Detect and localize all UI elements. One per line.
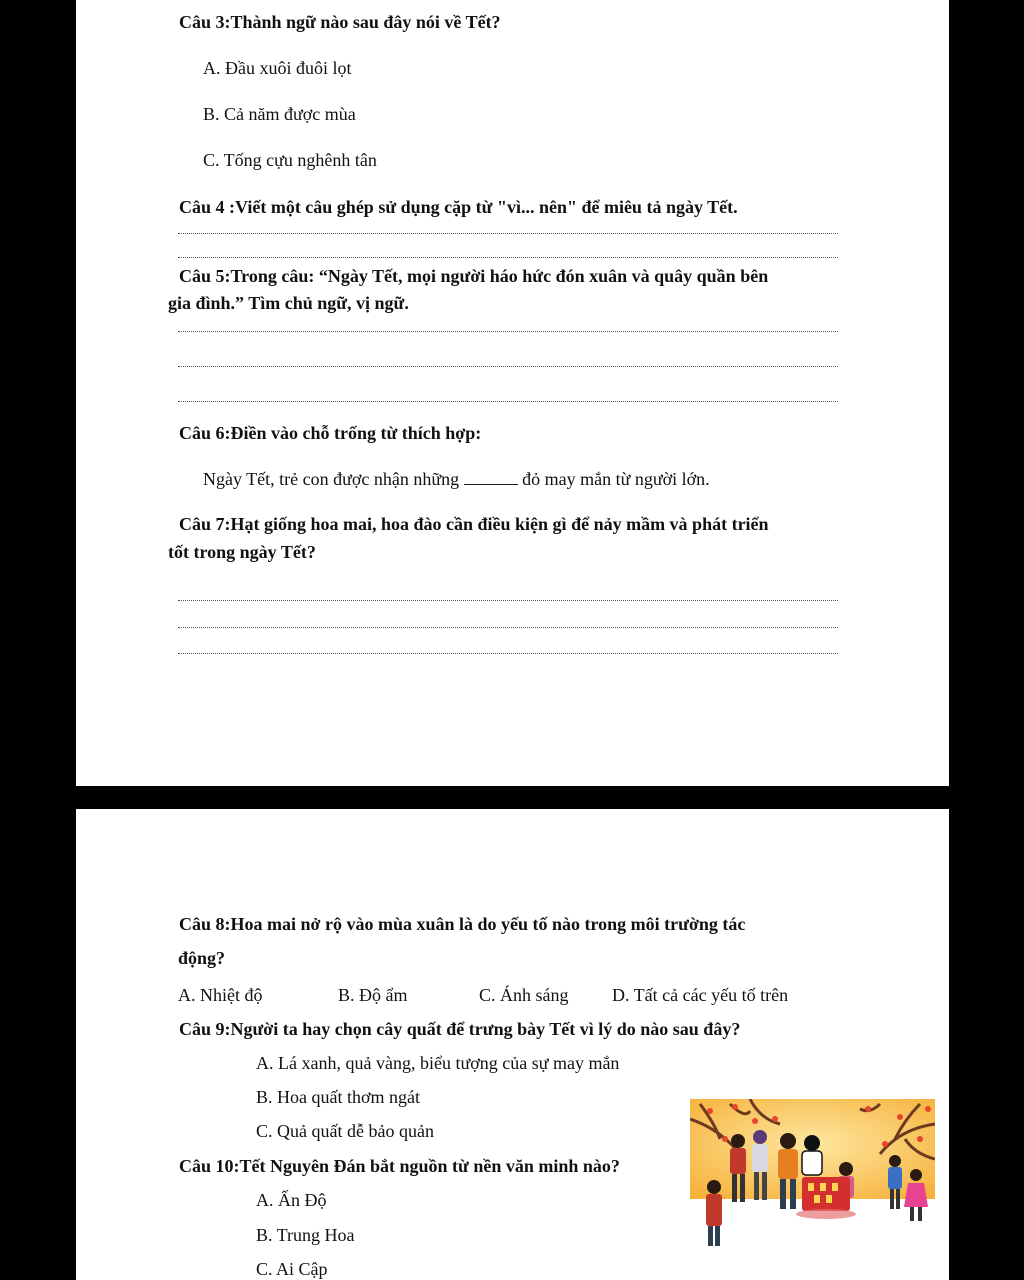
- question-3: Câu 3:Thành ngữ nào sau đây nói về Tết?: [179, 12, 501, 32]
- q3-option-c: C. Tống cựu nghênh tân: [203, 150, 377, 170]
- q9-option-a: A. Lá xanh, quả vàng, biểu tượng của sự may mắn: [256, 1053, 620, 1073]
- question-6: Câu 6:Điền vào chỗ trống từ thích hợp:: [179, 423, 482, 443]
- question-5-line1: Câu 5:Trong câu: “Ngày Tết, mọi người háo hức đón xuân và quây quần bên: [179, 266, 769, 286]
- question-10: Câu 10:Tết Nguyên Đán bắt nguồn từ nền văn minh nào?: [179, 1156, 620, 1176]
- question-5-line2: gia đình.” Tìm chủ ngữ, vị ngữ.: [168, 293, 409, 313]
- q10-option-a: A. Ấn Độ: [256, 1190, 327, 1210]
- worksheet-page-1: [76, 0, 949, 786]
- question-8-line1: Câu 8:Hoa mai nở rộ vào mùa xuân là do yếu tố nào trong môi trường tác: [179, 914, 746, 934]
- q8-option-d: D. Tất cả các yếu tố trên: [612, 985, 789, 1005]
- q9-option-b: B. Hoa quất thơm ngát: [256, 1087, 420, 1107]
- sentence-part-1: Ngày Tết, trẻ con được nhận những: [203, 469, 464, 489]
- q3-option-a: A. Đầu xuôi đuôi lọt: [203, 58, 352, 78]
- q8-option-a: A. Nhiệt độ: [178, 985, 263, 1005]
- answer-line: [178, 627, 838, 628]
- question-6-sentence: [203, 468, 710, 490]
- q8-option-b: B. Độ ẩm: [338, 985, 408, 1005]
- q8-option-c: C. Ánh sáng: [479, 985, 569, 1005]
- red-table: [802, 1177, 850, 1211]
- tet-celebration-illustration: [690, 1099, 935, 1251]
- fill-blank: [464, 470, 518, 485]
- question-9: Câu 9:Người ta hay chọn cây quất để trưng bày Tết vì lý do nào sau đây?: [179, 1019, 741, 1039]
- answer-line: [178, 401, 838, 402]
- question-7-line1: Câu 7:Hạt giống hoa mai, hoa đào cần điều kiện gì để nảy mầm và phát triển: [179, 514, 769, 534]
- answer-line: [178, 257, 838, 258]
- sentence-part-2: đỏ may mắn từ người lớn.: [517, 469, 710, 489]
- q9-option-c: C. Quả quất dễ bảo quản: [256, 1121, 434, 1141]
- answer-line: [178, 653, 838, 654]
- q10-option-b: B. Trung Hoa: [256, 1225, 355, 1245]
- q3-option-b: B. Cả năm được mùa: [203, 104, 356, 124]
- answer-line: [178, 366, 838, 367]
- question-7-line2: tốt trong ngày Tết?: [168, 542, 316, 562]
- answer-line: [178, 331, 838, 332]
- worksheet-page-2: [76, 809, 949, 1280]
- answer-line: [178, 233, 838, 234]
- q10-option-c: C. Ai Cập: [256, 1259, 328, 1279]
- table-shadow: [796, 1209, 856, 1219]
- question-8-line2: động?: [178, 948, 226, 968]
- question-4: Câu 4 :Viết một câu ghép sử dụng cặp từ "vì... nên" để miêu tả ngày Tết.: [179, 197, 738, 217]
- answer-line: [178, 600, 838, 601]
